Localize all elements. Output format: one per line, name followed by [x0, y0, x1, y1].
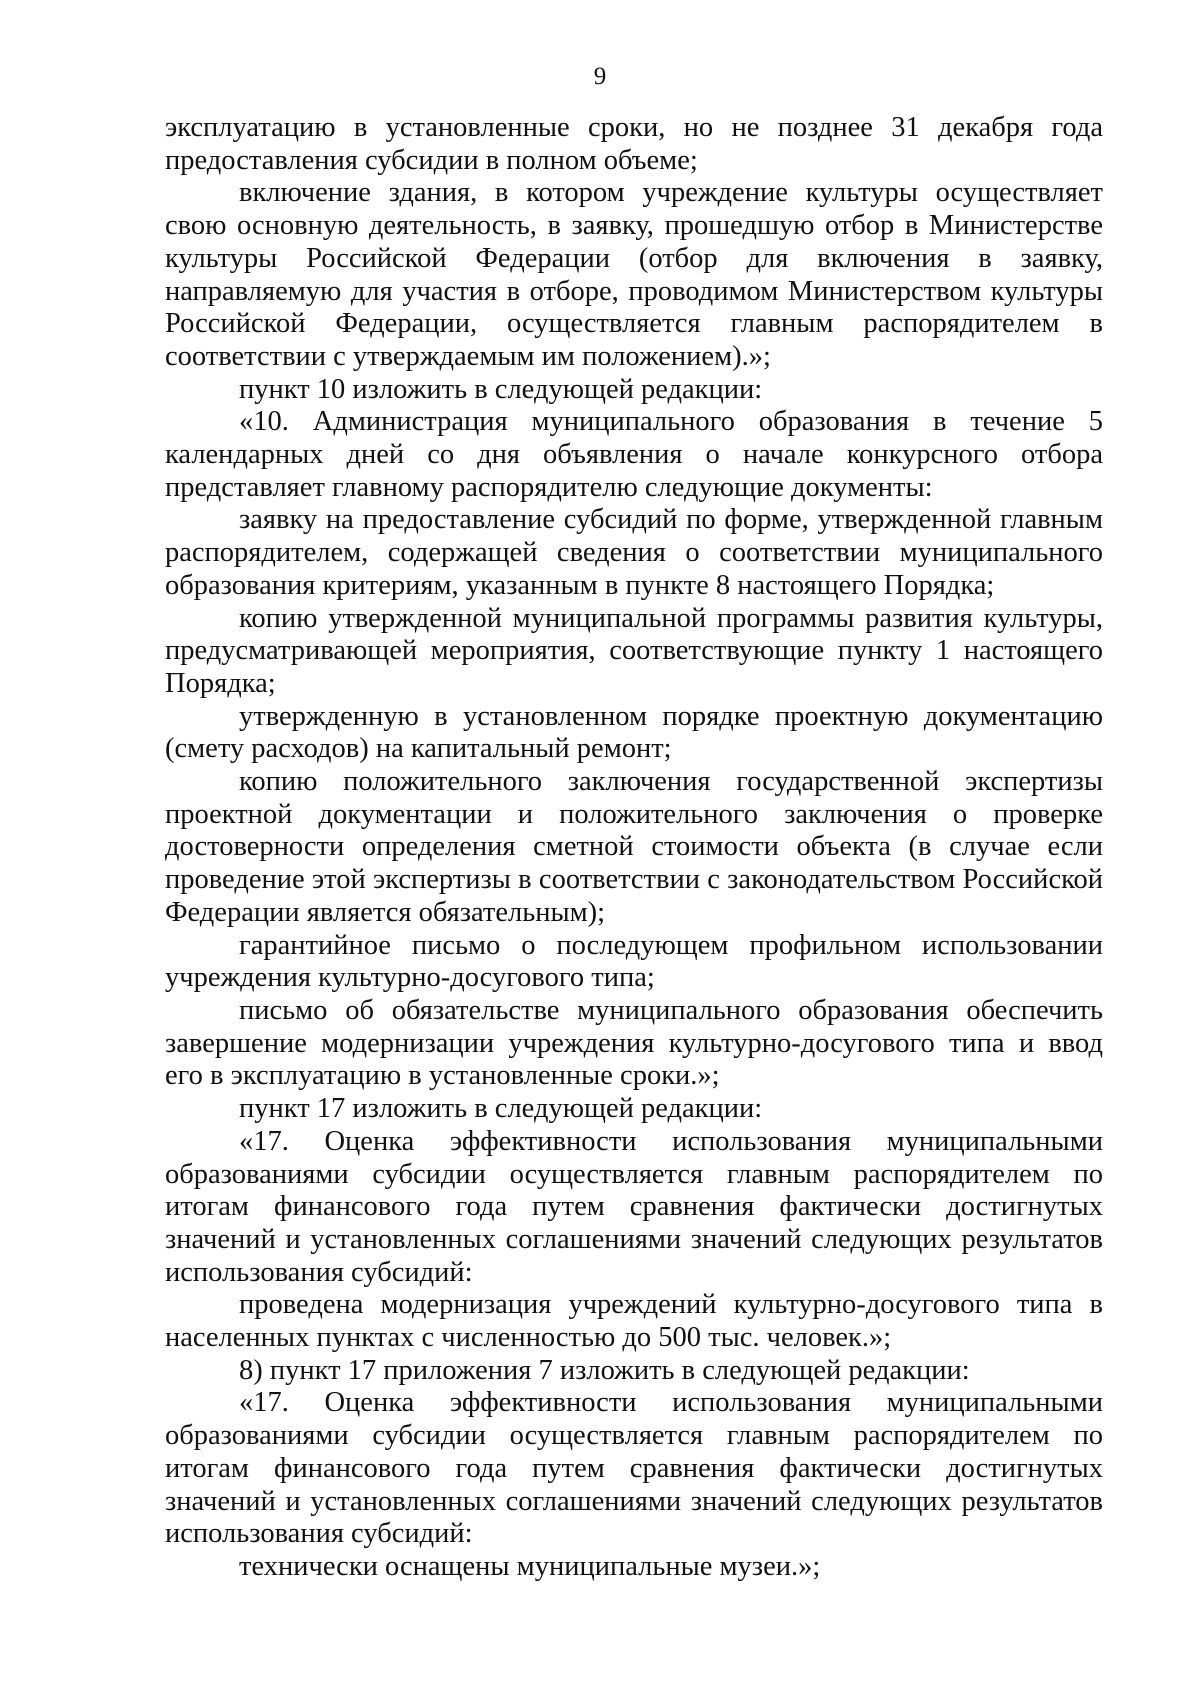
paragraph-item-10-heading: пункт 10 изложить в следующей редакции:: [239, 373, 763, 405]
paragraph-guarantee-letter: гарантийное письмо о последующем профильном использовании учреждения культурно-досугового типа;: [165, 929, 1103, 994]
paragraph-application: заявку на предоставление субсидий по форме, утвержденной главным распорядителем, содержащей сведения о соответствии муниципального образования критериям, указанным в пункте 8 настоящего Порядка;: [165, 504, 1103, 601]
paragraph-obligation-letter: письмо об обязательстве муниципального образования обеспечить завершение модернизации учреждения культурно-досугового типа и ввод его в эксплуатацию в установленные сроки.»;: [165, 994, 1103, 1092]
page-number: 9: [593, 63, 607, 90]
paragraph-museums-result: технически оснащены муниципальные музеи.»;: [239, 1550, 821, 1582]
paragraph-item-17-text: «17. Оценка эффективности использования муниципальными образованиями субсидии осуществляется главным распорядителем по итогам финансового года путем сравнения фактически достигнутых значений и установленных соглашениями значений следующих результатов использования субсидий:: [165, 1125, 1103, 1288]
paragraph-building-inclusion: включение здания, в котором учреждение культуры осуществляет свою основную деятельность, в заявку, прошедшую отбор в Министерстве культуры Российской Федерации (отбор для включения в заявку, направляемую для участия в отборе, проводимом Министерством культуры Российской Федерации, осуществляется главным распорядителем в соответствии с утверждаемым им положением).»;: [165, 177, 1103, 372]
paragraph-continuation: эксплуатацию в установленные сроки, но не позднее 31 декабря года предоставления субсидии в полном объеме;: [165, 112, 1103, 176]
paragraph-expertise-copy: копию положительного заключения государственной экспертизы проектной документации и положительного заключения о проверке достоверности определения сметной стоимости объекта (в случае если проведение этой экспертизы в соответствии с законодательством Российской Федерации является обязательным);: [165, 766, 1103, 928]
paragraph-project-documentation: утвержденную в установленном порядке проектную документацию (смету расходов) на капитальный ремонт;: [165, 700, 1103, 765]
paragraph-item-17-heading: пункт 17 изложить в следующей редакции:: [239, 1093, 763, 1125]
paragraph-modernization-result: проведена модернизация учреждений культурно-досугового типа в населенных пунктах с численностью до 500 тыс. человек.»;: [165, 1289, 1103, 1354]
document-body: [165, 112, 1103, 1584]
paragraph-program-copy: копию утвержденной муниципальной программы развития культуры, предусматривающей мероприятия, соответствующие пункту 1 настоящего Порядка;: [165, 602, 1103, 699]
paragraph-appendix-7-text: «17. Оценка эффективности использования муниципальными образованиями субсидии осуществляется главным распорядителем по итогам финансового года путем сравнения фактически достигнутых значений и установленных соглашениями значений следующих результатов использования субсидий:: [165, 1387, 1103, 1550]
paragraph-appendix-7-heading: 8) пункт 17 приложения 7 изложить в следующей редакции:: [239, 1354, 970, 1386]
paragraph-item-10-text: «10. Администрация муниципального образования в течение 5 календарных дней со дня объявления о начале конкурсного отбора представляет главному распорядителю следующие документы:: [165, 406, 1103, 503]
